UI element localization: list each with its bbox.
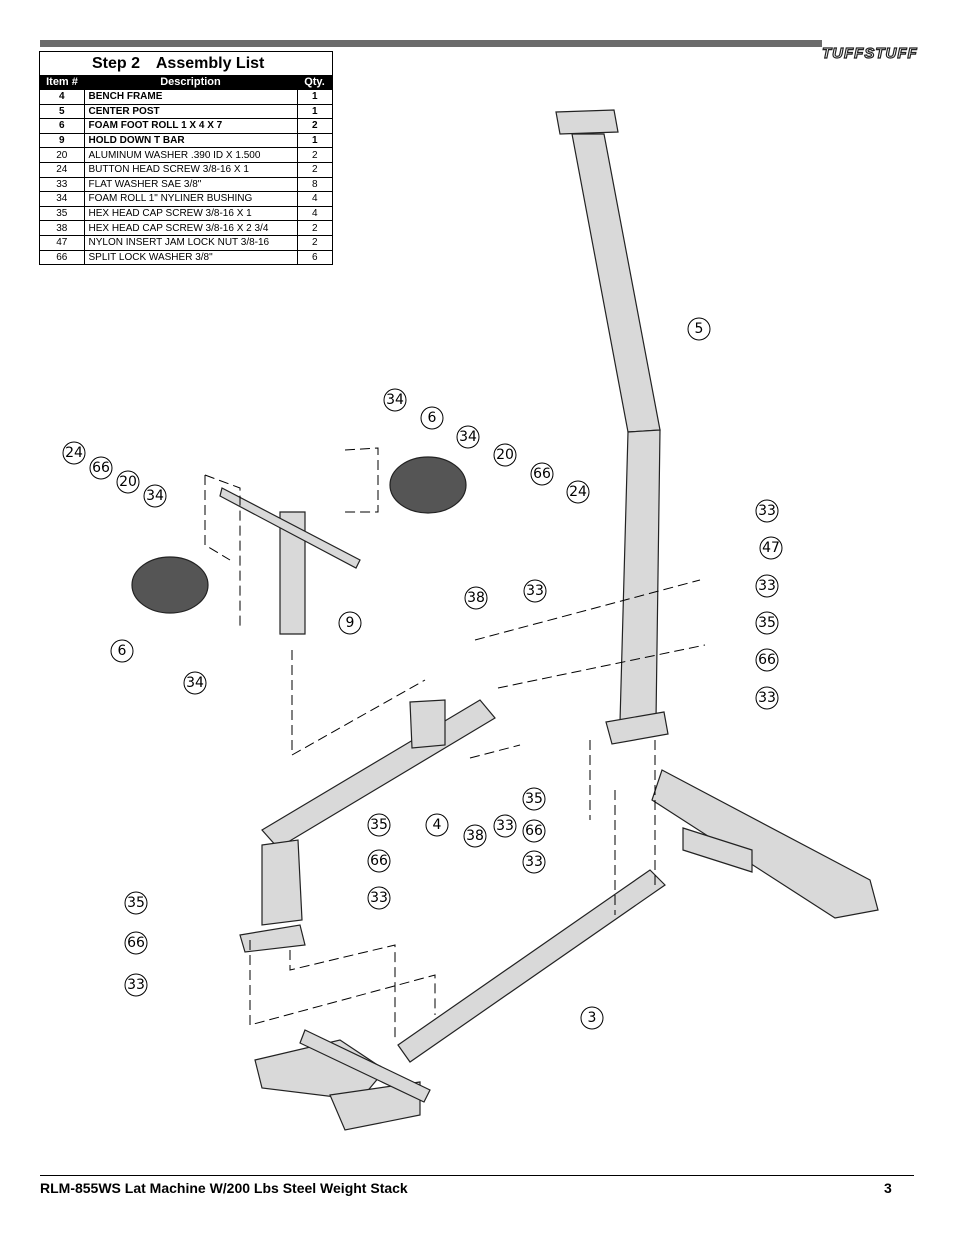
cell-description: HEX HEAD CAP SCREW 3/8-16 X 1 (84, 206, 297, 221)
callout-34 (384, 389, 406, 411)
cell-description: BENCH FRAME (84, 90, 297, 105)
callout-66 (368, 850, 390, 872)
bench-upright (410, 700, 445, 748)
callout-label: 4 (432, 817, 442, 833)
callout-label: 34 (186, 675, 204, 691)
bench-leg (262, 840, 302, 925)
assembly-path-12 (290, 945, 395, 1040)
cell-qty: 2 (297, 162, 332, 177)
callout-33 (368, 887, 390, 909)
callout-6 (111, 640, 133, 662)
cell-item: 38 (40, 221, 84, 236)
post-foot-plate (606, 712, 668, 744)
callout-35 (368, 814, 390, 836)
callout-35 (756, 612, 778, 634)
cell-description: NYLON INSERT JAM LOCK NUT 3/8-16 (84, 235, 297, 250)
post-upper-tube (572, 134, 660, 432)
callout-label: 24 (65, 445, 83, 461)
cell-description: HEX HEAD CAP SCREW 3/8-16 X 2 3/4 (84, 221, 297, 236)
foam-roll-left (132, 557, 208, 613)
base-rail (398, 870, 665, 1062)
post-top-plate (556, 110, 618, 134)
cell-item: 47 (40, 235, 84, 250)
cell-qty: 1 (297, 90, 332, 105)
callout-label: 66 (127, 935, 145, 951)
cell-description: SPLIT LOCK WASHER 3/8" (84, 250, 297, 264)
post-lower-tube (620, 430, 660, 722)
callout-34 (457, 426, 479, 448)
callout-label: 20 (496, 447, 514, 463)
brand-logo: TUFFSTUFF (822, 45, 918, 62)
cell-description: ALUMINUM WASHER .390 ID X 1.500 (84, 148, 297, 163)
callout-label: 24 (569, 484, 587, 500)
callout-20 (117, 471, 139, 493)
cell-qty: 2 (297, 221, 332, 236)
callout-label: 33 (525, 854, 543, 870)
callout-label: 3 (587, 1010, 597, 1026)
callout-label: 35 (370, 817, 388, 833)
cell-description: BUTTON HEAD SCREW 3/8-16 X 1 (84, 162, 297, 177)
callout-35 (125, 892, 147, 914)
callout-33 (756, 500, 778, 522)
assembly-path-2 (205, 475, 230, 560)
assembly-path-7 (470, 745, 520, 758)
callout-34 (184, 672, 206, 694)
callout-35 (523, 788, 545, 810)
callout-3 (581, 1007, 603, 1029)
callout-33 (756, 575, 778, 597)
callout-label: 35 (127, 895, 145, 911)
callout-label: 66 (525, 823, 543, 839)
callout-label: 38 (467, 590, 485, 606)
callout-66 (90, 457, 112, 479)
callout-33 (523, 851, 545, 873)
cell-description: FOAM ROLL 1" NYLINER BUSHING (84, 192, 297, 207)
callout-20 (494, 444, 516, 466)
callout-label: 33 (758, 503, 776, 519)
callout-66 (756, 649, 778, 671)
cell-description: FOAM FOOT ROLL 1 X 4 X 7 (84, 119, 297, 134)
callout-label: 66 (758, 652, 776, 668)
callout-33 (125, 974, 147, 996)
callout-label: 35 (525, 791, 543, 807)
callout-9 (339, 612, 361, 634)
callout-label: 34 (459, 429, 477, 445)
cell-item: 4 (40, 90, 84, 105)
callout-33 (756, 687, 778, 709)
callout-label: 33 (758, 690, 776, 706)
callout-label: 33 (370, 890, 388, 906)
assembly-path-5 (475, 580, 700, 640)
cell-qty: 2 (297, 119, 332, 134)
foam-roll-right (390, 457, 466, 513)
callout-label: 47 (762, 540, 780, 556)
cell-description: CENTER POST (84, 104, 297, 119)
callout-label: 6 (427, 410, 437, 426)
cell-qty: 2 (297, 148, 332, 163)
cell-item: 6 (40, 119, 84, 134)
callout-33 (494, 815, 516, 837)
cell-qty: 4 (297, 192, 332, 207)
callout-47 (760, 537, 782, 559)
callout-label: 34 (386, 392, 404, 408)
cell-qty: 2 (297, 235, 332, 250)
cell-item: 9 (40, 133, 84, 148)
callout-label: 66 (370, 853, 388, 869)
col-item: Item # (40, 75, 84, 90)
callout-label: 33 (496, 818, 514, 834)
callout-label: 33 (526, 583, 544, 599)
callout-label: 66 (533, 466, 551, 482)
cell-qty: 1 (297, 133, 332, 148)
cell-item: 66 (40, 250, 84, 264)
assembly-path-11 (250, 940, 435, 1025)
page-number: 3 (884, 1180, 892, 1196)
callout-label: 9 (345, 615, 355, 631)
callout-6 (421, 407, 443, 429)
cell-item: 35 (40, 206, 84, 221)
cell-description: HOLD DOWN T BAR (84, 133, 297, 148)
callout-label: 33 (127, 977, 145, 993)
callout-label: 6 (117, 643, 127, 659)
callout-38 (465, 587, 487, 609)
cell-qty: 1 (297, 104, 332, 119)
cell-item: 20 (40, 148, 84, 163)
callout-34 (144, 485, 166, 507)
cell-item: 5 (40, 104, 84, 119)
cell-qty: 8 (297, 177, 332, 192)
callout-label: 34 (146, 488, 164, 504)
callout-label: 38 (466, 828, 484, 844)
step-label: Step 2 (92, 55, 141, 72)
cell-description: FLAT WASHER SAE 3/8" (84, 177, 297, 192)
callout-label: 33 (758, 578, 776, 594)
col-description: Description (84, 75, 297, 90)
cell-qty: 4 (297, 206, 332, 221)
callout-66 (531, 463, 553, 485)
callout-24 (567, 481, 589, 503)
callout-38 (464, 825, 486, 847)
callout-label: 66 (92, 460, 110, 476)
callout-4 (426, 814, 448, 836)
callout-label: 20 (119, 474, 137, 490)
footer-rule (40, 1175, 914, 1176)
assembly-path-6 (498, 645, 705, 688)
assembly-path-3 (345, 448, 378, 512)
cell-item: 24 (40, 162, 84, 177)
cell-item: 33 (40, 177, 84, 192)
cell-qty: 6 (297, 250, 332, 264)
callout-label: 35 (758, 615, 776, 631)
title-label: Assembly List (155, 55, 265, 72)
footer-model: RLM-855WS Lat Machine W/200 Lbs Steel Weight Stack (40, 1180, 408, 1196)
callout-5 (688, 318, 710, 340)
cell-item: 34 (40, 192, 84, 207)
callout-label: 5 (694, 321, 704, 337)
callout-66 (125, 932, 147, 954)
callout-24 (63, 442, 85, 464)
col-qty: Qty. (297, 75, 332, 90)
assembly-path-4 (292, 650, 425, 755)
callout-33 (524, 580, 546, 602)
callout-66 (523, 820, 545, 842)
